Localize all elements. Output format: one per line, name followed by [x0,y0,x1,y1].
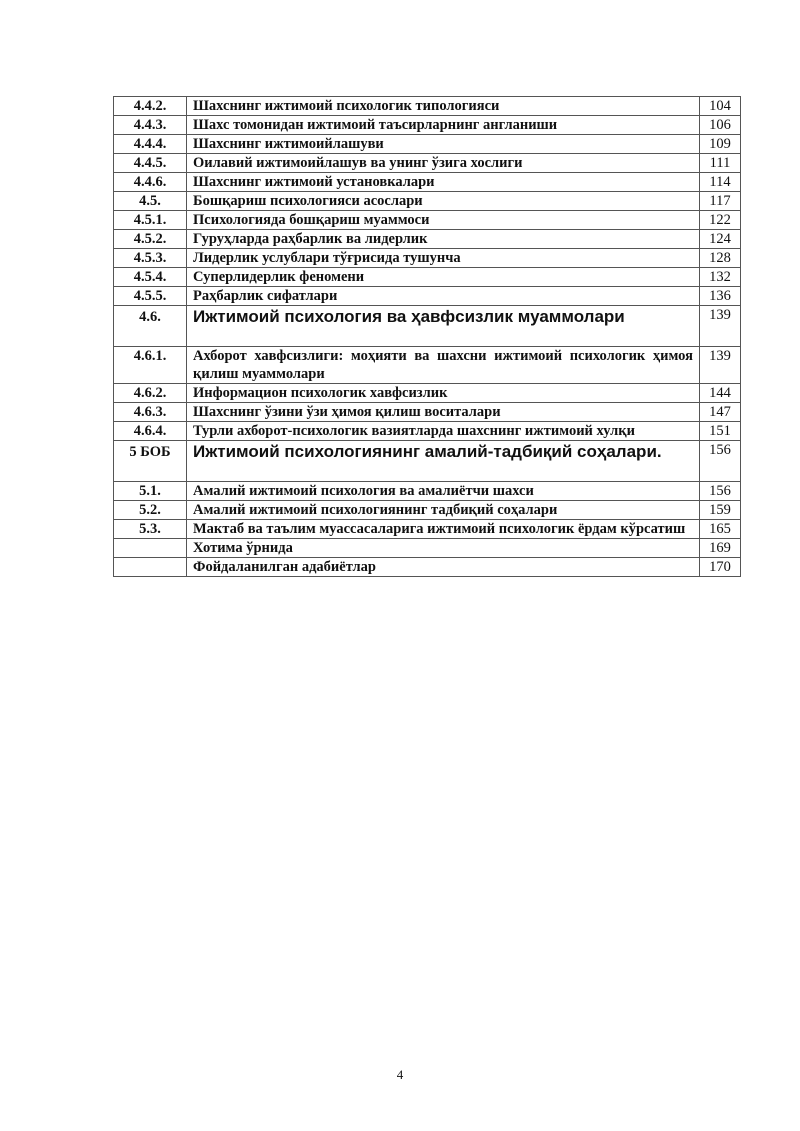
section-title: Шахснинг ижтимоийлашуви [187,135,700,154]
section-title: Шахснинг ўзини ўзи ҳимоя қилиш воситалари [187,403,700,422]
page-reference: 104 [700,97,741,116]
page-reference: 132 [700,268,741,287]
table-row [114,403,741,422]
section-number: 4.6.1. [114,347,187,384]
table-row [114,249,741,268]
page-reference: 111 [700,154,741,173]
section-title: Лидерлик услублари тўғрисида тушунча [187,249,700,268]
section-title: Оилавий ижтимоийлашув ва унинг ўзига хослиги [187,154,700,173]
page-reference: 169 [700,539,741,558]
table-row [114,384,741,403]
table-row [114,482,741,501]
page-reference: 165 [700,520,741,539]
table-row [114,539,741,558]
section-number: 4.6.2. [114,384,187,403]
section-number: 5.3. [114,520,187,539]
section-number [114,558,187,577]
section-title: Амалий ижтимоий психология ва амалиётчи шахси [187,482,700,501]
page-reference: 117 [700,192,741,211]
page-reference: 144 [700,384,741,403]
page-reference: 139 [700,347,741,384]
section-title: Бошқариш психологияси асослари [187,192,700,211]
table-row [114,501,741,520]
section-number: 4.5.1. [114,211,187,230]
table-row [114,287,741,306]
section-number: 5 БОБ [114,441,187,482]
page-reference: 136 [700,287,741,306]
page-reference: 170 [700,558,741,577]
section-title: Психологияда бошқариш муаммоси [187,211,700,230]
section-number: 4.6. [114,306,187,347]
section-title: Фойдаланилган адабиётлар [187,558,700,577]
table-row [114,154,741,173]
page-reference: 151 [700,422,741,441]
section-title: Хотима ўрнида [187,539,700,558]
page-reference: 124 [700,230,741,249]
table-row [114,135,741,154]
section-number: 4.4.6. [114,173,187,192]
section-number: 4.4.4. [114,135,187,154]
section-number: 4.4.5. [114,154,187,173]
section-number: 4.4.2. [114,97,187,116]
section-number: 5.2. [114,501,187,520]
section-title: Информацион психологик хавфсизлик [187,384,700,403]
section-number: 5.1. [114,482,187,501]
section-number [114,539,187,558]
section-title: Шахснинг ижтимоий психологик типологияси [187,97,700,116]
section-number: 4.6.4. [114,422,187,441]
section-number: 4.5. [114,192,187,211]
page-reference: 114 [700,173,741,192]
section-title: Шахснинг ижтимоий установкалари [187,173,700,192]
section-number: 4.6.3. [114,403,187,422]
table-row [114,422,741,441]
section-number: 4.5.3. [114,249,187,268]
table-row [114,97,741,116]
table-of-contents [113,96,741,577]
page-reference: 147 [700,403,741,422]
table-row [114,347,741,384]
page-reference: 156 [700,441,741,482]
page-reference: 106 [700,116,741,135]
section-title: Суперлидерлик феномени [187,268,700,287]
page-reference: 128 [700,249,741,268]
page-reference: 156 [700,482,741,501]
table-row [114,173,741,192]
table-row-section-heading [114,306,741,347]
page-reference: 139 [700,306,741,347]
section-title: Раҳбарлик сифатлари [187,287,700,306]
table-row [114,268,741,287]
table-row [114,230,741,249]
page-reference: 159 [700,501,741,520]
table-row [114,116,741,135]
section-title: Шахс томонидан ижтимоий таъсирларнинг англаниши [187,116,700,135]
section-number: 4.5.5. [114,287,187,306]
section-title: Амалий ижтимоий психологиянинг тадбиқий соҳалари [187,501,700,520]
table-row [114,192,741,211]
section-title: Мактаб ва таълим муассасаларига ижтимоий психологик ёрдам кўрсатиш [187,520,700,539]
page-number: 4 [396,1067,404,1082]
section-title: Турли ахборот-психологик вазиятларда шахснинг ижтимоий хулқи [187,422,700,441]
section-number: 4.5.2. [114,230,187,249]
table-row [114,520,741,539]
table-row-chapter-heading [114,441,741,482]
section-title: Ахборот хавфсизлиги: моҳияти ва шахсни ижтимоий психологик ҳимоя қилиш муаммолари [187,347,700,384]
page-reference: 122 [700,211,741,230]
section-number: 4.4.3. [114,116,187,135]
section-number: 4.5.4. [114,268,187,287]
section-title: Ижтимоий психологиянинг амалий-тадбиқий соҳалари. [187,441,700,482]
section-title: Гуруҳларда раҳбарлик ва лидерлик [187,230,700,249]
table-row [114,211,741,230]
table-row [114,558,741,577]
section-title: Ижтимоий психология ва ҳавфсизлик муаммолари [187,306,700,347]
page-reference: 109 [700,135,741,154]
